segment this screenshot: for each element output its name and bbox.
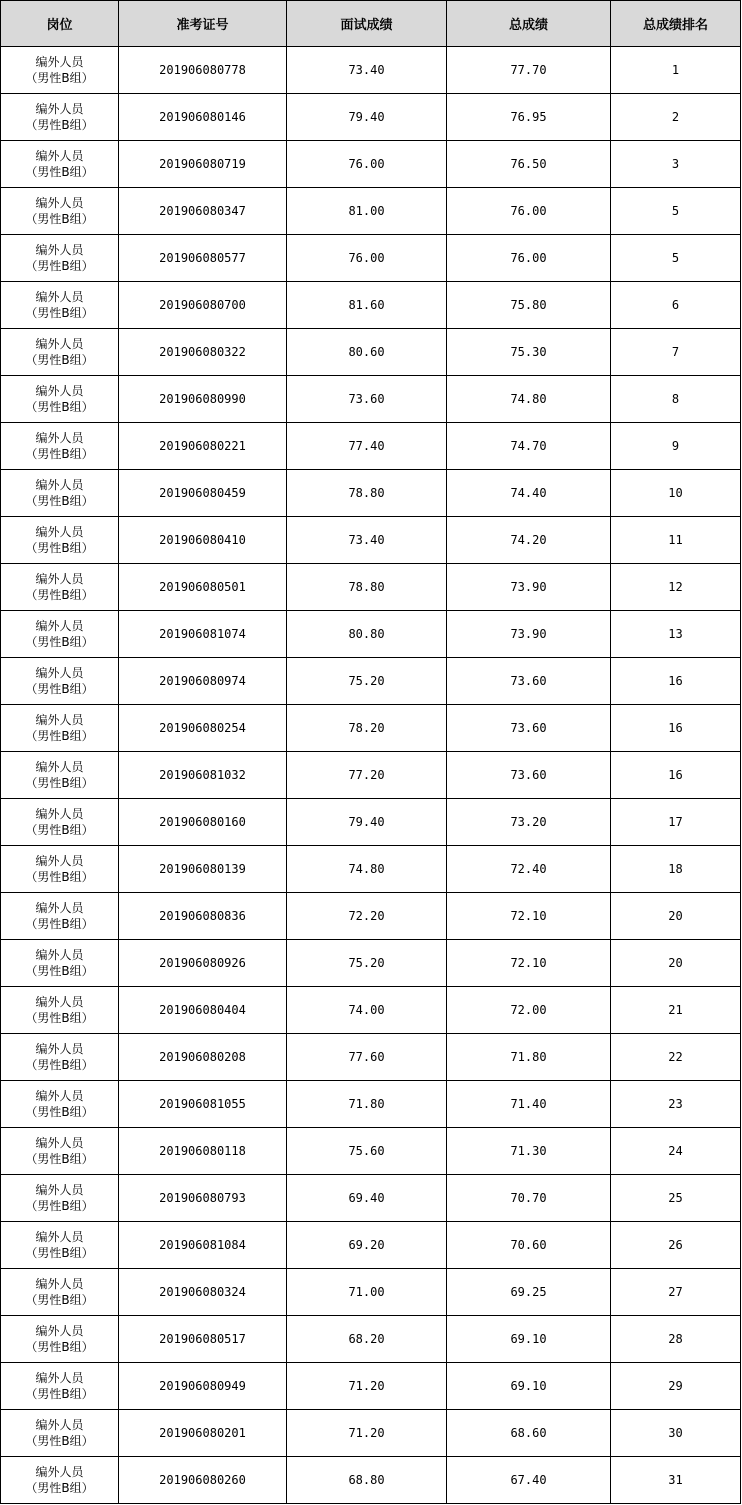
cell-total-score: 73.90 xyxy=(447,611,611,658)
post-line2: （男性B组） xyxy=(25,1011,94,1025)
post-line2: （男性B组） xyxy=(25,917,94,931)
cell-exam-id: 201906080221 xyxy=(119,423,287,470)
post-line2: （男性B组） xyxy=(25,682,94,696)
table-row xyxy=(1,1034,741,1081)
table-row xyxy=(1,1363,741,1410)
cell-interview-score: 72.20 xyxy=(287,893,447,940)
cell-post xyxy=(1,235,119,282)
cell-interview-score: 74.80 xyxy=(287,846,447,893)
cell-total-rank: 8 xyxy=(611,376,741,423)
cell-exam-id: 201906080700 xyxy=(119,282,287,329)
cell-interview-score: 81.00 xyxy=(287,188,447,235)
post-line1: 编外人员 xyxy=(35,149,84,163)
post-line2: （男性B组） xyxy=(25,541,94,555)
cell-total-rank: 28 xyxy=(611,1316,741,1363)
cell-interview-score: 69.20 xyxy=(287,1222,447,1269)
cell-total-rank: 27 xyxy=(611,1269,741,1316)
cell-exam-id: 201906080501 xyxy=(119,564,287,611)
cell-interview-score: 74.00 xyxy=(287,987,447,1034)
cell-interview-score: 68.20 xyxy=(287,1316,447,1363)
cell-total-score: 70.70 xyxy=(447,1175,611,1222)
cell-post xyxy=(1,752,119,799)
cell-total-score: 72.10 xyxy=(447,940,611,987)
table-row xyxy=(1,376,741,423)
cell-total-rank: 9 xyxy=(611,423,741,470)
post-line2: （男性B组） xyxy=(25,118,94,132)
post-line2: （男性B组） xyxy=(25,494,94,508)
cell-exam-id: 201906080793 xyxy=(119,1175,287,1222)
post-line1: 编外人员 xyxy=(35,760,84,774)
post-line2: （男性B组） xyxy=(25,1481,94,1495)
cell-post xyxy=(1,564,119,611)
cell-exam-id: 201906080404 xyxy=(119,987,287,1034)
cell-interview-score: 80.60 xyxy=(287,329,447,376)
table-row xyxy=(1,658,741,705)
header-interview-score: 面试成绩 xyxy=(287,1,447,47)
table-row xyxy=(1,564,741,611)
table-row xyxy=(1,470,741,517)
cell-total-rank: 3 xyxy=(611,141,741,188)
post-line2: （男性B组） xyxy=(25,964,94,978)
header-post: 岗位 xyxy=(1,1,119,47)
cell-total-rank: 18 xyxy=(611,846,741,893)
post-line1: 编外人员 xyxy=(35,1089,84,1103)
post-line1: 编外人员 xyxy=(35,431,84,445)
cell-exam-id: 201906080836 xyxy=(119,893,287,940)
cell-interview-score: 78.80 xyxy=(287,564,447,611)
post-line1: 编外人员 xyxy=(35,1136,84,1150)
cell-interview-score: 71.20 xyxy=(287,1410,447,1457)
cell-total-score: 70.60 xyxy=(447,1222,611,1269)
cell-interview-score: 77.20 xyxy=(287,752,447,799)
post-line1: 编外人员 xyxy=(35,196,84,210)
post-line1: 编外人员 xyxy=(35,478,84,492)
cell-interview-score: 75.20 xyxy=(287,940,447,987)
cell-total-score: 69.10 xyxy=(447,1363,611,1410)
post-line1: 编外人员 xyxy=(35,1042,84,1056)
post-line2: （男性B组） xyxy=(25,165,94,179)
cell-post xyxy=(1,893,119,940)
table-row xyxy=(1,1081,741,1128)
cell-post xyxy=(1,1316,119,1363)
cell-total-rank: 16 xyxy=(611,705,741,752)
post-line2: （男性B组） xyxy=(25,1340,94,1354)
cell-total-rank: 29 xyxy=(611,1363,741,1410)
post-line1: 编外人员 xyxy=(35,1465,84,1479)
cell-post xyxy=(1,940,119,987)
post-line2: （男性B组） xyxy=(25,400,94,414)
cell-total-rank: 21 xyxy=(611,987,741,1034)
cell-post xyxy=(1,705,119,752)
header-exam-id: 准考证号 xyxy=(119,1,287,47)
table-row xyxy=(1,1410,741,1457)
cell-total-rank: 25 xyxy=(611,1175,741,1222)
post-line1: 编外人员 xyxy=(35,807,84,821)
post-line2: （男性B组） xyxy=(25,1293,94,1307)
cell-total-score: 74.70 xyxy=(447,423,611,470)
post-line2: （男性B组） xyxy=(25,729,94,743)
cell-interview-score: 79.40 xyxy=(287,799,447,846)
post-line1: 编外人员 xyxy=(35,901,84,915)
post-line2: （男性B组） xyxy=(25,870,94,884)
table-row xyxy=(1,1222,741,1269)
cell-post xyxy=(1,517,119,564)
post-line2: （男性B组） xyxy=(25,306,94,320)
cell-exam-id: 201906080208 xyxy=(119,1034,287,1081)
table-row xyxy=(1,1128,741,1175)
cell-post xyxy=(1,423,119,470)
cell-exam-id: 201906080778 xyxy=(119,47,287,94)
cell-post xyxy=(1,1175,119,1222)
table-row xyxy=(1,705,741,752)
table-row xyxy=(1,47,741,94)
cell-total-score: 76.00 xyxy=(447,188,611,235)
table-row xyxy=(1,987,741,1034)
post-line1: 编外人员 xyxy=(35,290,84,304)
post-line1: 编外人员 xyxy=(35,102,84,116)
cell-exam-id: 201906081032 xyxy=(119,752,287,799)
cell-exam-id: 201906080719 xyxy=(119,141,287,188)
cell-post xyxy=(1,799,119,846)
cell-interview-score: 78.80 xyxy=(287,470,447,517)
cell-post xyxy=(1,1034,119,1081)
cell-exam-id: 201906081084 xyxy=(119,1222,287,1269)
post-line2: （男性B组） xyxy=(25,776,94,790)
post-line2: （男性B组） xyxy=(25,353,94,367)
cell-post xyxy=(1,1269,119,1316)
cell-interview-score: 75.20 xyxy=(287,658,447,705)
cell-total-score: 72.10 xyxy=(447,893,611,940)
cell-post xyxy=(1,1128,119,1175)
cell-total-score: 74.20 xyxy=(447,517,611,564)
cell-total-score: 71.40 xyxy=(447,1081,611,1128)
cell-exam-id: 201906080260 xyxy=(119,1457,287,1504)
post-line1: 编外人员 xyxy=(35,619,84,633)
cell-total-score: 76.50 xyxy=(447,141,611,188)
cell-total-score: 72.40 xyxy=(447,846,611,893)
post-line2: （男性B组） xyxy=(25,447,94,461)
cell-interview-score: 73.60 xyxy=(287,376,447,423)
cell-post xyxy=(1,329,119,376)
cell-total-score: 71.30 xyxy=(447,1128,611,1175)
cell-post xyxy=(1,1457,119,1504)
table-row xyxy=(1,94,741,141)
cell-total-score: 73.60 xyxy=(447,658,611,705)
cell-total-rank: 12 xyxy=(611,564,741,611)
post-line1: 编外人员 xyxy=(35,55,84,69)
table-row xyxy=(1,846,741,893)
cell-exam-id: 201906080160 xyxy=(119,799,287,846)
cell-exam-id: 201906081055 xyxy=(119,1081,287,1128)
table-row xyxy=(1,1175,741,1222)
cell-total-rank: 24 xyxy=(611,1128,741,1175)
cell-total-rank: 2 xyxy=(611,94,741,141)
cell-exam-id: 201906081074 xyxy=(119,611,287,658)
post-line1: 编外人员 xyxy=(35,948,84,962)
cell-total-score: 73.90 xyxy=(447,564,611,611)
table-row xyxy=(1,141,741,188)
post-line1: 编外人员 xyxy=(35,1183,84,1197)
table-row xyxy=(1,235,741,282)
cell-total-score: 76.95 xyxy=(447,94,611,141)
table-body xyxy=(1,47,741,1504)
cell-total-rank: 26 xyxy=(611,1222,741,1269)
post-line1: 编外人员 xyxy=(35,1371,84,1385)
table-row xyxy=(1,423,741,470)
post-line1: 编外人员 xyxy=(35,1277,84,1291)
cell-total-score: 67.40 xyxy=(447,1457,611,1504)
cell-post xyxy=(1,1410,119,1457)
cell-interview-score: 75.60 xyxy=(287,1128,447,1175)
cell-post xyxy=(1,1363,119,1410)
post-line1: 编外人员 xyxy=(35,243,84,257)
cell-interview-score: 71.00 xyxy=(287,1269,447,1316)
cell-exam-id: 201906080974 xyxy=(119,658,287,705)
cell-total-rank: 23 xyxy=(611,1081,741,1128)
cell-exam-id: 201906080324 xyxy=(119,1269,287,1316)
post-line2: （男性B组） xyxy=(25,635,94,649)
cell-post xyxy=(1,94,119,141)
cell-exam-id: 201906080254 xyxy=(119,705,287,752)
cell-total-score: 69.25 xyxy=(447,1269,611,1316)
cell-total-rank: 20 xyxy=(611,893,741,940)
cell-post xyxy=(1,1081,119,1128)
cell-total-rank: 7 xyxy=(611,329,741,376)
post-line2: （男性B组） xyxy=(25,1058,94,1072)
post-line1: 编外人员 xyxy=(35,1418,84,1432)
cell-total-score: 68.60 xyxy=(447,1410,611,1457)
table-row xyxy=(1,799,741,846)
cell-exam-id: 201906080926 xyxy=(119,940,287,987)
cell-post xyxy=(1,376,119,423)
cell-exam-id: 201906080347 xyxy=(119,188,287,235)
post-line1: 编外人员 xyxy=(35,995,84,1009)
post-line2: （男性B组） xyxy=(25,823,94,837)
cell-total-score: 69.10 xyxy=(447,1316,611,1363)
cell-exam-id: 201906080118 xyxy=(119,1128,287,1175)
cell-interview-score: 78.20 xyxy=(287,705,447,752)
post-line2: （男性B组） xyxy=(25,1246,94,1260)
cell-interview-score: 80.80 xyxy=(287,611,447,658)
post-line1: 编外人员 xyxy=(35,854,84,868)
cell-interview-score: 71.80 xyxy=(287,1081,447,1128)
table-row xyxy=(1,282,741,329)
cell-interview-score: 73.40 xyxy=(287,517,447,564)
cell-total-rank: 5 xyxy=(611,188,741,235)
cell-total-rank: 16 xyxy=(611,658,741,705)
table-row xyxy=(1,752,741,799)
cell-total-rank: 31 xyxy=(611,1457,741,1504)
cell-post xyxy=(1,846,119,893)
post-line1: 编外人员 xyxy=(35,337,84,351)
cell-total-rank: 22 xyxy=(611,1034,741,1081)
post-line1: 编外人员 xyxy=(35,384,84,398)
cell-post xyxy=(1,282,119,329)
cell-total-score: 76.00 xyxy=(447,235,611,282)
cell-total-score: 77.70 xyxy=(447,47,611,94)
cell-post xyxy=(1,658,119,705)
table-row xyxy=(1,893,741,940)
cell-exam-id: 201906080322 xyxy=(119,329,287,376)
cell-total-rank: 6 xyxy=(611,282,741,329)
post-line1: 编外人员 xyxy=(35,713,84,727)
post-line1: 编外人员 xyxy=(35,1230,84,1244)
cell-total-rank: 10 xyxy=(611,470,741,517)
cell-interview-score: 71.20 xyxy=(287,1363,447,1410)
cell-post xyxy=(1,1222,119,1269)
cell-total-score: 75.30 xyxy=(447,329,611,376)
cell-post xyxy=(1,188,119,235)
cell-total-rank: 16 xyxy=(611,752,741,799)
cell-interview-score: 77.40 xyxy=(287,423,447,470)
table-row xyxy=(1,329,741,376)
post-line2: （男性B组） xyxy=(25,1387,94,1401)
table-row xyxy=(1,188,741,235)
cell-exam-id: 201906080949 xyxy=(119,1363,287,1410)
cell-exam-id: 201906080201 xyxy=(119,1410,287,1457)
cell-interview-score: 76.00 xyxy=(287,235,447,282)
cell-total-score: 73.60 xyxy=(447,752,611,799)
cell-total-score: 72.00 xyxy=(447,987,611,1034)
post-line1: 编外人员 xyxy=(35,525,84,539)
cell-exam-id: 201906080990 xyxy=(119,376,287,423)
post-line2: （男性B组） xyxy=(25,1152,94,1166)
table-row xyxy=(1,940,741,987)
cell-post xyxy=(1,141,119,188)
cell-interview-score: 68.80 xyxy=(287,1457,447,1504)
cell-total-rank: 1 xyxy=(611,47,741,94)
cell-interview-score: 73.40 xyxy=(287,47,447,94)
cell-total-rank: 11 xyxy=(611,517,741,564)
cell-exam-id: 201906080146 xyxy=(119,94,287,141)
post-line2: （男性B组） xyxy=(25,259,94,273)
post-line2: （男性B组） xyxy=(25,1434,94,1448)
cell-total-score: 73.60 xyxy=(447,705,611,752)
cell-interview-score: 77.60 xyxy=(287,1034,447,1081)
post-line2: （男性B组） xyxy=(25,588,94,602)
cell-exam-id: 201906080517 xyxy=(119,1316,287,1363)
cell-post xyxy=(1,611,119,658)
cell-total-score: 73.20 xyxy=(447,799,611,846)
table-row xyxy=(1,1269,741,1316)
cell-total-rank: 20 xyxy=(611,940,741,987)
post-line1: 编外人员 xyxy=(35,1324,84,1338)
cell-post xyxy=(1,47,119,94)
header-row xyxy=(1,1,741,47)
post-line1: 编外人员 xyxy=(35,572,84,586)
cell-exam-id: 201906080577 xyxy=(119,235,287,282)
cell-total-score: 75.80 xyxy=(447,282,611,329)
cell-interview-score: 76.00 xyxy=(287,141,447,188)
cell-total-score: 74.40 xyxy=(447,470,611,517)
table-row xyxy=(1,517,741,564)
header-total-rank: 总成绩排名 xyxy=(611,1,741,47)
post-line2: （男性B组） xyxy=(25,71,94,85)
cell-post xyxy=(1,987,119,1034)
post-line2: （男性B组） xyxy=(25,1105,94,1119)
table-row xyxy=(1,1316,741,1363)
cell-exam-id: 201906080410 xyxy=(119,517,287,564)
cell-exam-id: 201906080459 xyxy=(119,470,287,517)
table-row xyxy=(1,611,741,658)
cell-total-score: 71.80 xyxy=(447,1034,611,1081)
cell-total-rank: 30 xyxy=(611,1410,741,1457)
cell-exam-id: 201906080139 xyxy=(119,846,287,893)
cell-interview-score: 79.40 xyxy=(287,94,447,141)
post-line1: 编外人员 xyxy=(35,666,84,680)
cell-interview-score: 69.40 xyxy=(287,1175,447,1222)
cell-total-rank: 5 xyxy=(611,235,741,282)
cell-interview-score: 81.60 xyxy=(287,282,447,329)
cell-total-rank: 13 xyxy=(611,611,741,658)
post-line2: （男性B组） xyxy=(25,1199,94,1213)
post-line2: （男性B组） xyxy=(25,212,94,226)
cell-post xyxy=(1,470,119,517)
cell-total-rank: 17 xyxy=(611,799,741,846)
table-row xyxy=(1,1457,741,1504)
cell-total-score: 74.80 xyxy=(447,376,611,423)
header-total-score: 总成绩 xyxy=(447,1,611,47)
